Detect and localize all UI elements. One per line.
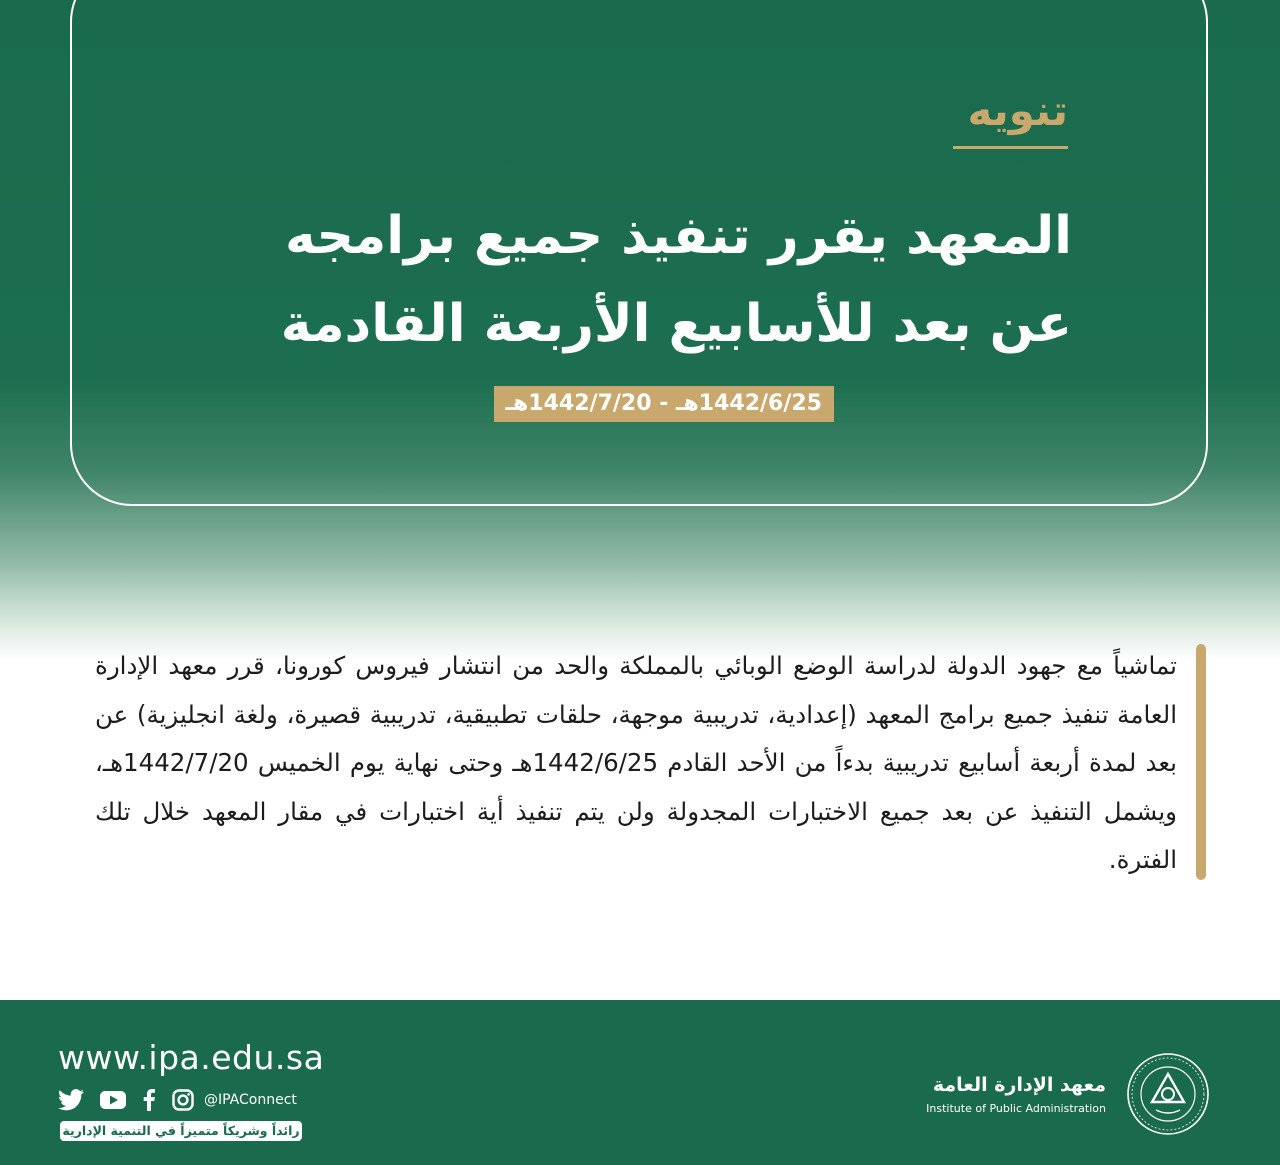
date-range-badge: 1442/6/25هـ - 1442/7/20هـ <box>494 386 834 422</box>
social-handle[interactable]: @IPAConnect <box>204 1092 297 1108</box>
youtube-icon[interactable] <box>100 1090 126 1110</box>
instagram-icon[interactable] <box>172 1089 194 1111</box>
facebook-icon[interactable] <box>142 1089 156 1111</box>
badge-underline <box>953 146 1068 149</box>
org-name-arabic: معهد الإدارة العامة <box>932 1074 1106 1096</box>
notice-badge: تنويه <box>967 86 1068 135</box>
body-paragraph: تماشياً مع جهود الدولة لدراسة الوضع الوبائي بالمملكة والحد من انتشار فيروس كورونا، قرر معهد الإدارة العامة تنفيذ جميع برامج المعهد (إعدادية، تدريبية موجهة، حلقات تطبيقية، تدريبية قصيرة، ولغة انجليزية) عن بعد لمدة أربعة أسابيع تدريبية بدءاً من الأحد القادم 1442/6/25هـ وحتى نهاية يوم الخميس 1442/7/20هـ، ويشمل التنفيذ عن بعد جميع الاختبارات المجدولة ولن يتم تنفيذ أية اختبارات في مقار المعهد خلال تلك الفترة. <box>95 651 1177 874</box>
social-links <box>58 1086 297 1114</box>
body-accent-bar <box>1196 644 1206 880</box>
org-name-english: Institute of Public Administration <box>926 1102 1106 1115</box>
headline <box>172 192 1072 368</box>
headline-line-1: المعهد يقرر تنفيذ جميع برامجه <box>284 206 1072 266</box>
website-link[interactable]: www.ipa.edu.sa <box>58 1038 325 1077</box>
twitter-icon[interactable] <box>58 1089 84 1111</box>
headline-line-2: عن بعد للأسابيع الأربعة القادمة <box>280 294 1072 354</box>
ipa-seal-logo <box>1126 1052 1210 1136</box>
tagline: رائداً وشريكاً متميزاً في التنمية الإدارية <box>60 1121 302 1141</box>
